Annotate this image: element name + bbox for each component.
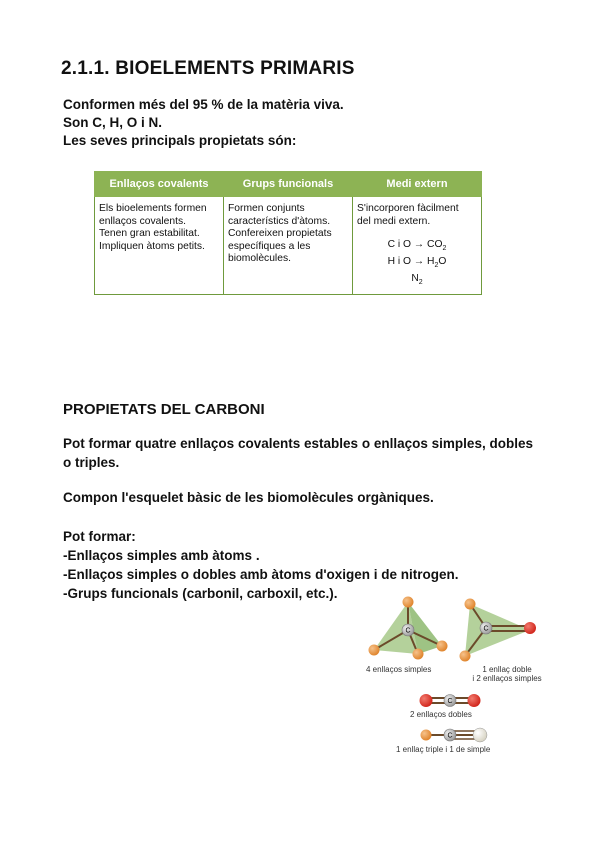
paragraph-bonds: Pot formar quatre enllaços covalents estables o enllaços simples, dobles o triples. <box>63 436 533 470</box>
trigonal-molecule <box>460 599 537 662</box>
hydrogen-atom <box>369 645 380 656</box>
intro-line: Les seves principals propietats són: <box>63 133 297 148</box>
cell-line: Confereixen propietats <box>228 228 332 239</box>
list-title: Pot formar: <box>63 529 136 544</box>
hydrogen-atom <box>437 641 448 652</box>
cell-line: del medi extern. <box>357 215 431 227</box>
hydrogen-atom <box>465 599 476 610</box>
hydrogen-atom <box>460 651 471 662</box>
paragraph-skeleton: Compon l'esquelet bàsic de les biomolècules orgàniques. <box>63 490 434 505</box>
cell-line: Tenen gran estabilitat. <box>99 228 200 239</box>
oxygen-atom <box>468 694 481 707</box>
hydrogen-atom <box>403 597 414 608</box>
cell-line: Formen conjunts <box>228 203 305 214</box>
cell-line: S'incorporen fàcilment <box>357 203 459 214</box>
section-title: PROPIETATS DEL CARBONI <box>63 401 265 418</box>
caption-line: 1 enllaç doble <box>482 665 532 674</box>
page-title: 2.1.1. BIOELEMENTS PRIMARIS <box>61 58 355 79</box>
caption-triple: 1 enllaç triple i 1 de simple <box>396 745 491 754</box>
list-item: -Grups funcionals (carbonil, carboxil, etc.). <box>63 586 338 601</box>
oxygen-atom <box>420 694 433 707</box>
carbon-label: C <box>447 698 453 705</box>
carbon-bonds-figure <box>360 590 550 760</box>
intro-line: Conformen més del 95 % de la matèria viva. <box>63 97 344 112</box>
cell-line: específiques a les <box>228 240 311 252</box>
hydrogen-atom <box>421 730 432 741</box>
oxygen-atom <box>524 622 536 634</box>
caption-line: i 2 enllaços simples <box>472 674 542 683</box>
caption-one-double <box>472 665 542 683</box>
linear-double-molecule <box>420 694 481 707</box>
cell-environment <box>353 197 482 295</box>
list-item: -Enllaços simples o dobles amb àtoms d'oxigen i de nitrogen. <box>63 567 459 582</box>
intro-line: Son C, H, O i N. <box>63 115 163 130</box>
cell-line: biomolècules. <box>228 253 291 264</box>
properties-table <box>94 171 482 295</box>
header-functional: Grups funcionals <box>224 172 353 197</box>
other-atom <box>473 728 487 742</box>
tetrahedral-molecule <box>369 597 448 660</box>
hydrogen-atom <box>413 649 424 660</box>
cell-line: Els bioelements formen <box>99 203 207 214</box>
linear-triple-molecule <box>421 728 488 742</box>
formula-n2: $N_2$ <box>411 273 423 287</box>
carbon-label: C <box>483 625 489 633</box>
caption-four-single: 4 enllaços simples <box>366 665 432 674</box>
header-environment: Medi extern <box>353 172 482 197</box>
cell-functional <box>224 197 353 295</box>
cell-covalent <box>95 197 224 295</box>
carbon-label: C <box>405 627 411 635</box>
formula-co2: C i $O \to CO_2$ <box>387 239 447 253</box>
carbon-label: C <box>447 732 453 740</box>
cell-line: característics d'àtoms. <box>228 215 331 227</box>
cell-line: enllaços covalents. <box>99 215 187 227</box>
formula-block <box>357 238 477 289</box>
cell-line: Impliquen àtoms petits. <box>99 240 205 252</box>
formula-h2o: H i $O \to H_2O$ <box>387 256 447 270</box>
list-item: -Enllaços simples amb àtoms . <box>63 548 260 563</box>
caption-two-double: 2 enllaços dobles <box>410 710 472 719</box>
header-covalent: Enllaços covalents <box>95 172 224 197</box>
intro-block <box>63 96 344 150</box>
